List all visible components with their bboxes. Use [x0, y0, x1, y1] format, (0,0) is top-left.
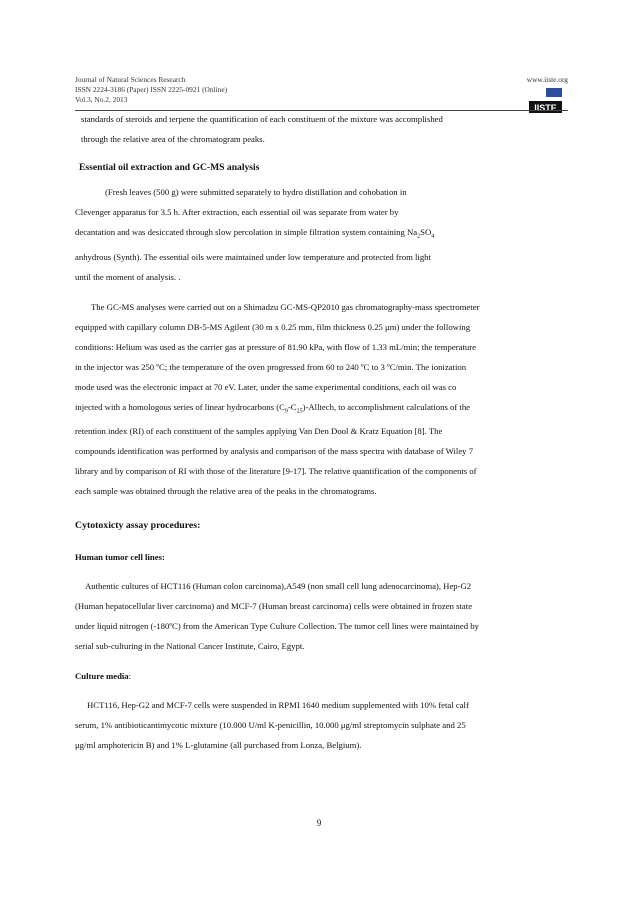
text-line: (Fresh leaves (500 g) were submitted separately to hydro distillation and cohobation in	[105, 187, 407, 197]
text-line: Authentic cultures of HCT116 (Human colon carcinoma),A549 (non small cell lung adenocarcinoma), Hep-G2	[85, 581, 472, 592]
text-line-na2so4: decantation and was desiccated through slow percolation in simple filtration system containing $Na_2SO_4$	[75, 227, 435, 240]
text-line: serial sub-culturing in the National Cancer Institute, Cairo, Egypt.	[75, 641, 305, 652]
text-line: HCT116, Hep-G2 and MCF-7 cells were suspended in RPMI 1640 medium supplemented with 10% fetal calf	[87, 700, 469, 711]
text-line: mode used was the electronic impact at 70 eV. Later, under the same experimental conditions, each oil was co	[75, 381, 457, 392]
page-number: 9	[316, 818, 322, 828]
text-line: library and by comparison of RI with those of the literature [9-17]. The relative quantification of the components of	[75, 466, 477, 477]
text-line: anhydrous (Synth). The essential oils were maintained under low temperature and protected from light	[75, 251, 431, 262]
page-body	[75, 109, 575, 755]
journal-issn: ISSN 2224-3186 (Paper) ISSN 2225-0921 (Online)	[75, 85, 228, 94]
text-line: serum, 1% antibioticantimycotic mixture (10.000 U/ml K-penicillin, 10.000 μg/ml streptomycin sulphate and 25	[75, 720, 466, 731]
text-line: standards of steroids and terpene the quantification of each constituent of the mixture was accomplished	[81, 114, 443, 124]
text-line: retention index (RI) of each constituent of the samples applying Van Den Dool & Kratz Equation [8]. The	[75, 426, 443, 437]
subheading-tumor-cell-lines: Human tumor cell lines:	[75, 552, 165, 563]
subheading-culture-media: Culture media:	[75, 671, 132, 682]
logo-text: IISTE	[534, 103, 557, 113]
text-line: in the injector was 250 ºC; the temperature of the oven progressed from 60 to 240 ºC to 3 ºC/min. The ionization	[75, 361, 467, 372]
text-line: conditions: Helium was used as the carrier gas at pressure of 81.90 kPa, with flow of 1.33 mL/min; the temperature	[75, 341, 476, 352]
text-line: until the moment of analysis. .	[75, 271, 181, 282]
journal-volume: Vol.3, No.2, 2013	[75, 95, 128, 104]
text-line: The GC-MS analyses were carried out on a Shimadzu GC-MS-QP2010 gas chromatography-mass spectrometer	[91, 301, 480, 312]
journal-url: www.iiste.org	[526, 75, 568, 84]
section-heading-cytotoxicity: Cytotoxicty assay procedures:	[75, 520, 201, 532]
journal-header	[75, 75, 227, 105]
text-line: (Human hepatocellular liver carcinoma) and MCF-7 (Human breast carcinoma) cells were obtained in frozen state	[75, 601, 473, 612]
text-line: equipped with capillary column DB-5-MS Agilent (30 m x 0.25 mm, film thickness 0.25 μm) under the following	[75, 321, 471, 332]
journal-name: Journal of Natural Sciences Research	[75, 75, 186, 84]
text-line: under liquid nitrogen (-180ºC) from the American Type Culture Collection. The tumor cell lines were maintained by	[75, 621, 479, 632]
text-line: through the relative area of the chromatogram peaks.	[81, 134, 265, 144]
text-line: compounds identification was performed by analysis and comparison of the mass spectra with database of Wiley 7	[75, 446, 474, 457]
text-line: each sample was obtained through the relative area of the peaks in the chromatograms.	[75, 486, 377, 497]
text-line: Clevenger apparatus for 3.5 h. After extraction, each essential oil was separate from water by	[75, 207, 399, 217]
section-heading-essential-oil: Essential oil extraction and GC-MS analysis	[79, 162, 260, 173]
text-line: μg/ml amphotericin B) and 1% L-glutamine (all purchased from Lonza, Belgium).	[75, 740, 362, 751]
text-line-hydrocarbons: injected with a homologous series of linear hydrocarbons $(C_9-C_{25})$-Alltech, to accomplishment calculations of the	[75, 401, 471, 415]
